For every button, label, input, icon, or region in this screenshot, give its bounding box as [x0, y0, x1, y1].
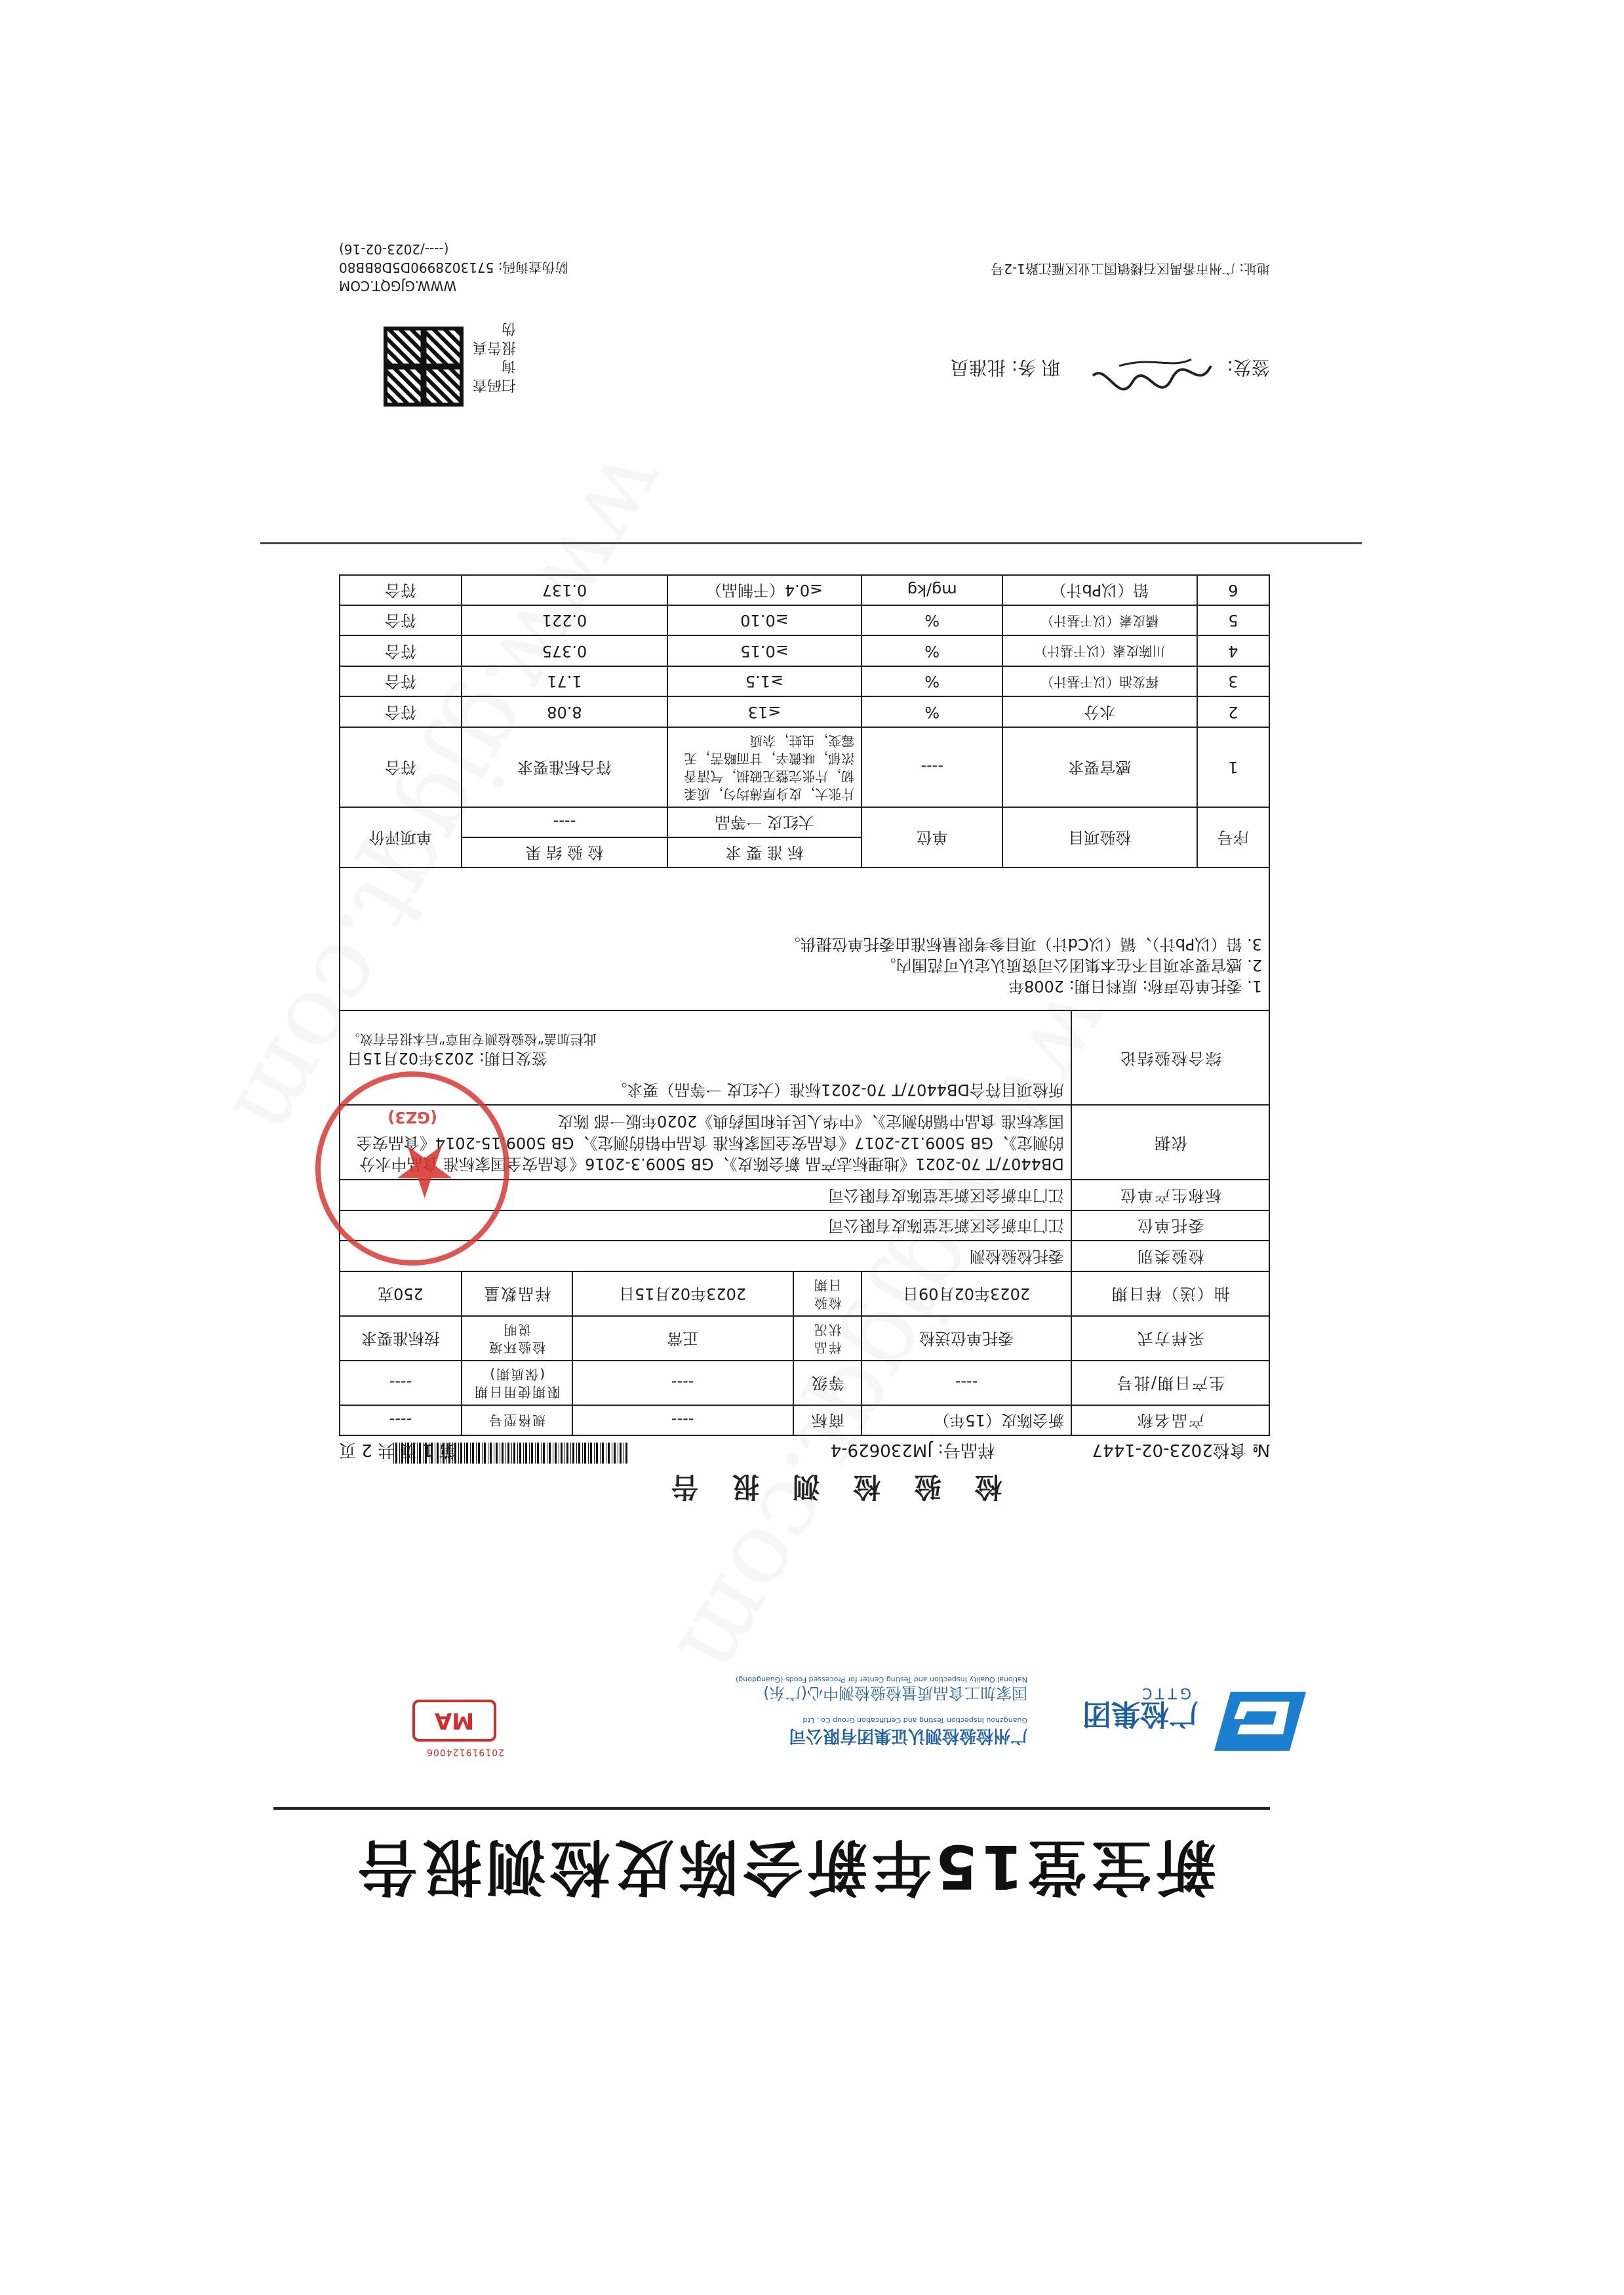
page-title-banner [300, 1829, 1270, 1941]
row-result: 0.375 [462, 635, 667, 666]
qr-caption: 扫码查询 报告真伪 [472, 320, 516, 393]
row-seq: 1 [1197, 727, 1269, 807]
col-result: 检 验 结 果 [462, 837, 667, 868]
info-value: 2023年02月09日 [862, 1271, 1071, 1316]
info-row [340, 1316, 1269, 1361]
cma-mark-icon: MA [412, 1700, 496, 1742]
gttc-logo-icon [1211, 1685, 1309, 1757]
scan-edge-rule [260, 542, 1362, 544]
client-value: 江门市新会区新宝堂陈皮有限公司 [340, 1210, 1071, 1241]
report-table [339, 574, 1270, 1436]
row-verdict: 符合 [340, 696, 462, 727]
info-label: 检验 日期 [793, 1271, 862, 1316]
table-row [340, 727, 1269, 807]
table-row [340, 666, 1269, 696]
seal-star-icon: ★ [392, 1129, 457, 1213]
grade: 大红皮 一等品 [667, 807, 862, 837]
info-value: ---- [340, 1405, 462, 1435]
footer-address: 地址: 广州市番禺区石楼镇国工业区雁江路1-2号 [991, 261, 1270, 277]
col-unit: 单位 [862, 807, 1002, 868]
row-seq: 5 [1197, 605, 1269, 635]
row-unit: % [862, 666, 1002, 696]
remark-item: 1. 委托单位声称: 原料日期: 2008年 [1008, 977, 1262, 996]
cma-code: 201919124006 [426, 1747, 504, 1757]
info-value: 委托单位送检 [862, 1316, 1071, 1361]
org-name-en: Guangzhou Inspection Testing and Certification Group Co., Ltd [802, 1716, 1027, 1725]
report-header [339, 1639, 1309, 1757]
info-label: 样品 状况 [793, 1316, 862, 1361]
info-value: ---- [572, 1405, 793, 1435]
info-row [340, 1361, 1269, 1405]
results-header-row [340, 837, 1269, 868]
remark-item: 2. 感官要求项目不在本集团公司资质认定认可范围内。 [880, 956, 1262, 975]
row-item: 水分 [1002, 696, 1197, 727]
row-standard: ≥0.10 [667, 605, 862, 635]
row-seq: 4 [1197, 635, 1269, 666]
seal-note: 此栏加盖“检验检测专用章”后本报告有效。 [347, 1031, 597, 1047]
row-seq: 6 [1197, 575, 1269, 605]
producer-value: 江门市新会区新宝堂陈皮有限公司 [340, 1180, 1071, 1210]
test-type-row [340, 1241, 1269, 1271]
row-unit: ---- [862, 727, 1002, 807]
row-result: 1.71 [462, 666, 667, 696]
row-verdict: 符合 [340, 605, 462, 635]
row-result: 0.221 [462, 605, 667, 635]
page-count: 第 1 页 共 2 页 [339, 1440, 456, 1460]
brand-abbr: GTTC [1138, 1685, 1191, 1701]
conclusion-label: 综合检验结论 [1071, 1010, 1269, 1105]
conclusion-row [340, 1010, 1269, 1105]
info-value: 正常 [572, 1316, 793, 1361]
seal-code: (GZ3) [387, 1108, 437, 1127]
report-number: № 食检2023-02-1447 [1092, 1440, 1270, 1460]
row-item: 川陈皮素（以干基计） [1002, 635, 1197, 666]
row-item: 橘皮素（以干基计） [1002, 605, 1197, 635]
row-seq: 2 [1197, 696, 1269, 727]
info-label: 生产日期/批号 [1071, 1361, 1269, 1405]
sample-number: 样品号: JM230629-4 [830, 1440, 995, 1460]
row-item: 铅（以Pb计） [1002, 575, 1197, 605]
info-row [340, 1405, 1269, 1435]
row-unit: % [862, 635, 1002, 666]
row-result: 0.137 [462, 575, 667, 605]
signature-icon [1086, 346, 1218, 399]
basis-label: 依据 [1071, 1105, 1269, 1180]
row-verdict: 符合 [340, 666, 462, 696]
info-value: ---- [862, 1361, 1071, 1405]
row-item: 感官要求 [1002, 727, 1197, 807]
remark-item: 3. 铅（以Pb计）、镉（以Cd计）项目参考限量标准由委托单位提供。 [784, 934, 1262, 953]
row-standard: ≤13 [667, 696, 862, 727]
info-label: 检验环境 说明 [462, 1316, 572, 1361]
row-verdict: 符合 [340, 575, 462, 605]
info-value: 2023年02月15日 [572, 1271, 793, 1316]
row-standard: ≥0.15 [667, 635, 862, 666]
report-title: 检 验 检 测 报 告 [659, 1471, 1002, 1503]
test-type-label: 检验类别 [1071, 1241, 1269, 1271]
info-value: 250克 [340, 1271, 462, 1316]
issue-date: 签发日期: 2023年02月15日 [347, 1049, 547, 1068]
page-title: 新宝堂15年新会陈皮检测报告 [353, 1831, 1217, 1902]
conclusion-text: 所检项目符合DB4407/T 70-2021标准（大红皮 一等品）要求。 [611, 1081, 1064, 1100]
info-value: 新会陈皮（15年） [862, 1405, 1071, 1435]
row-unit: % [862, 696, 1002, 727]
footer-website[interactable]: WWW.GJGQT.COM [339, 278, 457, 294]
info-label: 等级 [793, 1361, 862, 1405]
row-result: 符合标准要求 [462, 727, 667, 807]
row-unit: mg/kg [862, 575, 1002, 605]
grade-result: ---- [462, 807, 667, 837]
info-value: 按标准要求 [340, 1316, 462, 1361]
footer [339, 236, 1270, 295]
brand-name: 广检集团 [1082, 1697, 1198, 1730]
info-value: ---- [572, 1361, 793, 1405]
row-verdict: 符合 [340, 635, 462, 666]
org-name: 广州检验检测认证集团有限公司 [788, 1726, 1027, 1746]
row-unit: % [862, 605, 1002, 635]
table-row [340, 696, 1269, 727]
basis-value: DB4407/T 70-2021《地理标志产品 新会陈皮》、GB 5009.3-2016《食品安全国家标准 食品中水分的测定》、GB 5009.12-2017《食品安全国家标准 食品中铅的测定》、GB 5009.15-2014《食品安全国家标准 食品中镉的测定》、《中华人民共和国药典》2020年版一部 陈皮 [340, 1105, 1071, 1180]
row-item: 挥发油（以干基计） [1002, 666, 1197, 696]
col-standard: 标 准 要 求 [667, 837, 862, 868]
remarks-row [340, 868, 1269, 1010]
info-label: 商标 [793, 1405, 862, 1435]
row-standard: ≥1.5 [667, 666, 862, 696]
info-label: 样品数量 [462, 1271, 572, 1316]
table-row [340, 605, 1269, 635]
center-name: 国家加工食品质量检验检测中心(广东) [763, 1684, 1027, 1702]
row-standard: ≤0.4（干制品） [667, 575, 862, 605]
info-label: 限期使用日期 (保质期) [462, 1361, 572, 1405]
table-row [340, 575, 1269, 605]
info-label: 产品名称 [1071, 1405, 1269, 1435]
approver-title: 职 务: 批准员 [950, 357, 1060, 378]
client-label: 委托单位 [1071, 1210, 1269, 1241]
test-type-value: 委托检验检测 [340, 1241, 1071, 1271]
info-label: 抽（送）样日期 [1071, 1271, 1269, 1316]
footer-verify-code: 防伪查询码: 5713028990D5D8BB80 [339, 260, 568, 275]
table-row [340, 635, 1269, 666]
col-item: 检验项目 [1002, 807, 1197, 868]
footer-verify-block [339, 240, 568, 295]
footer-date: (----/2023-02-16) [339, 241, 449, 257]
info-label: 采样方式 [1071, 1316, 1269, 1361]
title-divider [273, 1807, 1270, 1810]
row-seq: 3 [1197, 666, 1269, 696]
producer-label: 标称生产单位 [1071, 1180, 1269, 1210]
info-row [340, 1271, 1269, 1316]
report-number-row [339, 1437, 1270, 1464]
center-name-en: National Quality Inspection and Testing Center for Processed Foods (Guangdong) [736, 1675, 1027, 1684]
row-verdict: 符合 [340, 727, 462, 807]
qr-code-icon[interactable] [384, 327, 464, 407]
row-standard: 片张大，皮身厚薄均匀，质柔韧，片张完整无破损，气清香浓郁，味微辛，甘而略苦，无霉变，虫蛀，杂质 [667, 727, 862, 807]
col-seq: 序号 [1197, 807, 1269, 868]
info-value: ---- [340, 1361, 462, 1405]
sign-label: 签发: [1227, 357, 1270, 378]
info-label: 规格型号 [462, 1405, 572, 1435]
col-verdict: 单项评价 [340, 807, 462, 868]
row-result: 8.08 [462, 696, 667, 727]
